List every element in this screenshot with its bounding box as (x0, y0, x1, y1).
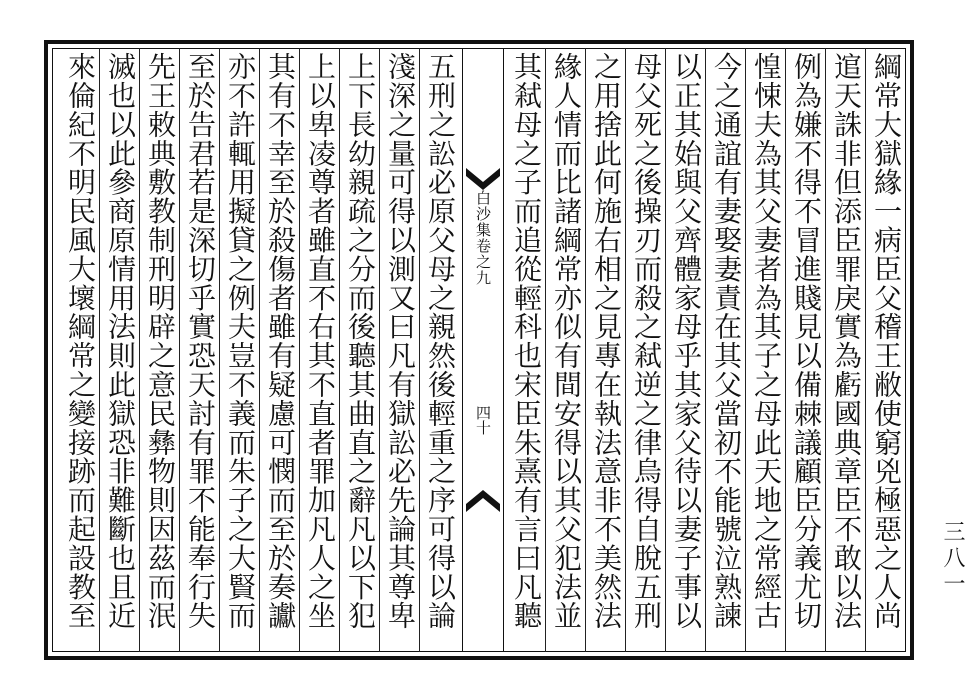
text-column: 其弒母之子而追從輕科也宋臣朱熹有言曰凡聽 (510, 52, 543, 630)
text-column: 惶悚夫為其父妻者為其子之母此天地之常經古 (750, 52, 783, 630)
text-column: 五刑之訟必原父母之親然後輕重之序可得以論 (424, 52, 457, 630)
text-column: 來倫紀不明民風大壞綱常之變接跡而起設教至 (64, 52, 97, 630)
text-column: 上以卑凌尊者雖直不右其不直者罪加凡人之坐 (304, 52, 337, 630)
text-column: 其有不幸至於殺傷者雖有疑慮可憫而至於奏讞 (264, 52, 297, 630)
text-column: 滅也以此參商原情用法則此獄恐非難斷也且近 (104, 52, 137, 630)
text-column: 先王敕典敷教制刑明辟之意民彝物則因茲而泯 (144, 52, 177, 630)
lower-fishtail-ornament (466, 490, 500, 512)
text-column: 以正其始與父齊體家母乎其家父待以妻子事以 (670, 52, 703, 630)
text-column: 至於告君若是深切乎實恐天討有罪不能奉行失 (184, 52, 217, 630)
text-column: 母父死之後操刃而殺之弒逆之律烏得自脫五刑 (630, 52, 663, 630)
text-column: 亦不許輒用擬貸之例夫豈不義而朱子之大賢而 (224, 52, 257, 630)
text-column: 之用捨此何施右相之見專在執法意非不美然法 (590, 52, 623, 630)
text-column: 淺深之量可得以測又曰凡有獄訟必先論其尊卑 (384, 52, 417, 630)
upper-fishtail-ornament (466, 168, 500, 190)
outer-page-number: 三八一 (940, 520, 965, 598)
center-book-title: 白沙集卷之九 (474, 190, 492, 286)
text-column: 緣人情而比諸綱常亦似有間安得以其父犯法並 (550, 52, 583, 630)
text-column: 上下長幼親疏之分而後聽其曲直之辭凡以下犯 (344, 52, 377, 630)
center-page-number: 四十 (474, 405, 492, 435)
text-column: 綱常大獄緣一病臣父稽王敝使窮兇極惡之人尚 (870, 52, 903, 630)
center-fold-band (462, 48, 504, 652)
text-column: 今之通誼有妻娶妻責在其父當初不能號泣熟諫 (710, 52, 743, 630)
text-column: 逭天誅非但添臣罪戾實為虧國典章臣不敢以法 (830, 52, 863, 630)
text-column: 例為嫌不得不冒進賤見以備棘議顧臣分義尤切 (790, 52, 823, 630)
